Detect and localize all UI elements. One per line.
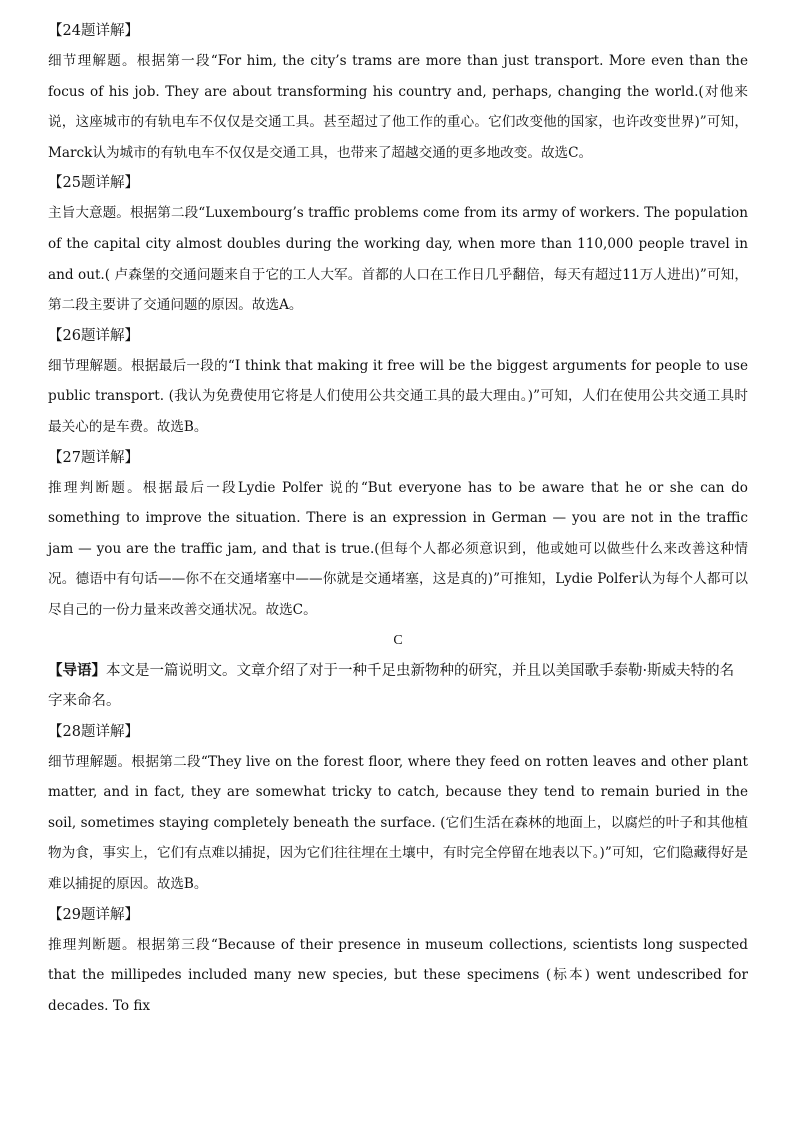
q28-heading: 【28题详解】	[48, 723, 139, 740]
q27-heading: 【27题详解】	[48, 449, 139, 466]
q29-heading: 【29题详解】	[48, 906, 139, 923]
q25-heading: 【25题详解】	[48, 175, 139, 192]
q24-explanation: 细节理解题。根据第一段“For him, the city’s trams are more than just transport. More even than the focus of his job. They are about transforming his country and, perhaps, changing the world.(对他来说，这座城市的有轨电车不仅仅是交通工具。甚至超过了他工作的重心。它们改变他的国家，也许改变世界)”可知，Marck认为城市的有轨电车不仅仅是交通工具，也带来了超越交通的更多地改变。故选C。	[48, 53, 748, 161]
lead-text: 本文是一篇说明文。文章介绍了对于一种千足虫新物种的研究，并且以美国歌手泰勒·斯威夫特的名字来命名。	[48, 662, 735, 710]
q25-explanation: 主旨大意题。根据第二段“Luxembourg’s traffic problems come from its army of workers. The population of the capital city almost doubles during the working day, when more than 110,000 people travel in and out.( 卢森堡的交通问题来自于它的工人大军。首都的人口在工作日几乎翻倍，每天有超过11万人进出)”可知，第二段主要讲了交通问题的原因。故选A。	[48, 205, 748, 314]
q27-explanation: 推理判断题。根据最后一段Lydie Polfer 说的“But everyone has to be aware that he or she can do something to improve the situation. There is an expression in German — you are not in the traffic jam — you are the traffic jam, and that is true.(但每个人都必须意识到，他或她可以做些什么来改善这种情况。德语中有句话——你不在交通堵塞中——你就是交通堵塞，这是真的)”可推知，Lydie Polfer认为每个人都可以尽自己的一份力量来改善交通状况。故选C。	[48, 479, 748, 618]
document-page	[48, 16, 748, 1021]
q26-heading: 【26题详解】	[48, 327, 139, 344]
section-letter: C	[393, 632, 403, 648]
q28-explanation: 细节理解题。根据第二段“They live on the forest floor, where they feed on rotten leaves and other plant matter, and in fact, they are somewhat tricky to catch, because they tend to remain buried in the soil, sometimes staying completely beneath the surface. (它们生活在森林的地面上，以腐烂的叶子和其他植物为食，事实上，它们有点难以捕捉，因为它们往往埋在土壤中，有时完全停留在地表以下。)”可知，它们隐藏得好是难以捕捉的原因。故选B。	[48, 753, 748, 893]
section-lead	[48, 656, 748, 717]
q24-heading: 【24题详解】	[48, 23, 139, 39]
q26-explanation: 细节理解题。根据最后一段的“I think that making it free will be the biggest arguments for people to use public transport. (我认为免费使用它将是人们使用公共交通工具的最大理由。)”可知，人们在使用公共交通工具时最关心的是车费。故选B。	[48, 357, 748, 435]
lead-label: 【导语】	[48, 661, 106, 679]
q29-explanation: 推理判断题。根据第三段“Because of their presence in museum collections, scientists long suspected that the millipedes included many new species, but these specimens (标本) went undescribed for decades. To fix	[48, 936, 748, 1014]
